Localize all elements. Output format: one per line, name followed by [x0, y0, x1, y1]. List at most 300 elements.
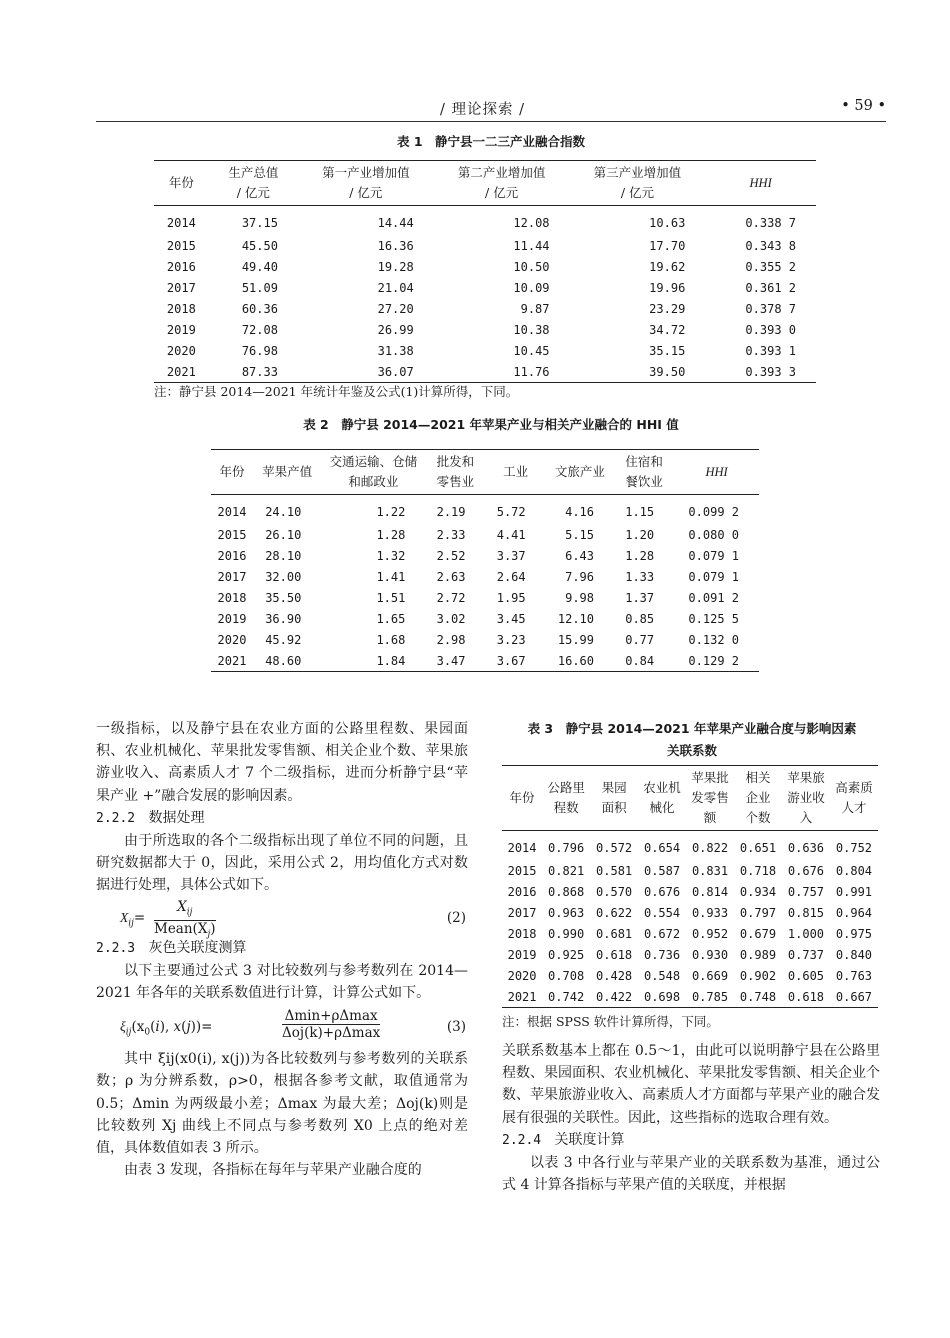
equation-3-fraction: Δmin+ρΔmax Δoj(k)+ρΔmax: [282, 1008, 381, 1042]
table-cell: 0.667: [835, 989, 873, 1004]
table-cell: 0.815: [787, 905, 825, 920]
table-cell: 11.76: [513, 364, 550, 379]
table-cell: 12.10: [557, 611, 594, 626]
table-cell: 4.16: [565, 504, 594, 519]
table-cell: 45.50: [241, 238, 278, 253]
table-cell: 49.40: [241, 259, 278, 274]
table-cell: 32.00: [265, 569, 302, 584]
header-text: 人才: [841, 800, 867, 815]
table-cell: 0.964: [835, 905, 873, 920]
table-row: [211, 495, 759, 525]
table-cell: 1.65: [376, 611, 406, 626]
table-cell: 0.587: [643, 863, 681, 878]
table-cell: 2.72: [436, 590, 466, 605]
paragraph: 以下主要通过公式 3 对比较数列与参考数列在 2014—2021 年各年的关联系数值进行计算，计算公式如下。: [96, 962, 468, 1002]
table-cell: 19.28: [377, 259, 414, 274]
table-cell: 1.95: [496, 590, 526, 605]
table-cell: 0.548: [643, 968, 681, 983]
table1-column-header: [434, 161, 570, 206]
table-cell: 0.681: [596, 926, 633, 941]
table-cell: 0.840: [835, 947, 873, 962]
page-number: • 59 •: [841, 98, 886, 114]
table-cell: 2014: [166, 215, 196, 230]
table-cell: 1.33: [625, 569, 655, 584]
table2-column-header: [425, 450, 485, 495]
table-cell: 2017: [166, 280, 196, 295]
table2-header: [211, 450, 759, 495]
table-cell: 3.47: [436, 653, 466, 668]
table2-column-header: [211, 450, 253, 495]
paragraph: 关联系数基本上都在 0.5～1，由此可以说明静宁县在公路里程数、果园面积、农业机械化、苹果批发零售额、相关企业个数、苹果旅游业收入、高素质人才方面都与苹果产业的融合发展有很强的关联性。因此，这些指标的选取合理有效。: [502, 1043, 880, 1126]
table-cell: 0.129 2: [688, 653, 739, 668]
equation-2-fraction: $X_{ij}$ $Mean(X_j)$: [154, 898, 216, 940]
table-cell: 2015: [166, 238, 196, 253]
table-cell: 3.45: [496, 611, 526, 626]
table-cell: 15.99: [557, 632, 594, 647]
table-cell: 0.989: [739, 947, 777, 962]
table-cell: 0.422: [596, 989, 633, 1004]
table-cell: 16.36: [377, 238, 414, 253]
header-text: 苹果旅: [787, 770, 825, 785]
section-heading-2-2-2: 2.2.2 数据处理: [96, 809, 205, 826]
table-cell: 0.080 0: [688, 527, 739, 542]
table-cell: 2018: [166, 301, 196, 316]
table3-column-header: [782, 766, 830, 831]
table-cell: 2.33: [436, 527, 466, 542]
table-row: [154, 319, 816, 340]
header-text: 程数: [553, 800, 579, 815]
running-header: [96, 98, 886, 120]
table1: [154, 160, 816, 383]
table3-caption-line1: 表 3 静宁县 2014—2021 年苹果产业融合度与影响因素: [527, 721, 857, 736]
table-row: [502, 944, 878, 965]
table-row: [502, 902, 878, 923]
table2-column-header: [546, 450, 614, 495]
section-heading-2-2-4: 2.2.4 关联度计算: [502, 1131, 625, 1148]
header-text: 住宿和: [625, 454, 663, 469]
table-row: [502, 881, 878, 902]
table-row: [502, 860, 878, 881]
table-cell: 0.622: [596, 905, 633, 920]
table-cell: 2018: [217, 590, 247, 605]
table-cell: 2.52: [436, 548, 466, 563]
table-cell: 1.28: [376, 527, 406, 542]
table-cell: 45.92: [265, 632, 302, 647]
table3-body: [502, 831, 878, 1008]
table-cell: 28.10: [265, 548, 302, 563]
table3-column-header: [830, 766, 878, 831]
table3-column-header: [686, 766, 734, 831]
table-cell: 27.20: [377, 301, 414, 316]
table-cell: 0.930: [691, 947, 729, 962]
table-cell: 9.87: [520, 301, 550, 316]
table-cell: 0.796: [548, 840, 585, 855]
header-text: / 亿元: [349, 185, 383, 200]
table1-header: [154, 161, 816, 206]
table-cell: 2016: [217, 548, 247, 563]
table-row: [502, 831, 878, 861]
header-text: HHI: [749, 176, 772, 190]
table-cell: 10.63: [649, 215, 686, 230]
table-cell: 0.079 1: [688, 569, 739, 584]
table-cell: 0.618: [596, 947, 633, 962]
table-cell: 14.44: [377, 215, 414, 230]
table-cell: 1.51: [376, 590, 406, 605]
table-cell: 0.572: [596, 840, 633, 855]
table-cell: 0.338 7: [745, 215, 796, 230]
table3-header: [502, 766, 878, 831]
table-cell: 2020: [166, 343, 196, 358]
table-cell: 0.636: [787, 840, 825, 855]
header-text: 果园: [601, 780, 627, 795]
table1-body: [154, 206, 816, 383]
table-cell: 2017: [507, 905, 537, 920]
header-text: 游业收: [787, 790, 825, 805]
table-cell: 2018: [507, 926, 537, 941]
table-cell: 3.67: [496, 653, 526, 668]
table-cell: 0.84: [625, 653, 655, 668]
table-cell: 5.72: [496, 504, 526, 519]
header-rule: [96, 121, 886, 122]
table3-header-row: [502, 766, 878, 831]
table1-caption: 表 1 静宁县一二三产业融合指数: [396, 134, 586, 149]
table-cell: 0.618: [787, 989, 825, 1004]
table-cell: 2014: [507, 840, 537, 855]
header-text: 文旅产业: [554, 464, 605, 479]
table-cell: 0.654: [643, 840, 681, 855]
table-cell: 0.091 2: [688, 590, 739, 605]
header-text: 和邮政业: [348, 474, 399, 489]
table-cell: 0.132 0: [688, 632, 739, 647]
table-row: [154, 277, 816, 298]
left-column: [96, 718, 468, 1181]
table-cell: 0.742: [548, 989, 585, 1004]
header-text: 额: [703, 810, 717, 825]
table-cell: 0.708: [548, 968, 585, 983]
table-cell: 1.32: [376, 548, 406, 563]
right-column: [502, 1040, 880, 1196]
table-cell: 0.963: [548, 905, 585, 920]
table-cell: 0.676: [787, 863, 825, 878]
table-cell: 0.85: [625, 611, 655, 626]
header-text: 苹果产值: [262, 464, 313, 479]
table-cell: 0.748: [739, 989, 777, 1004]
paragraph: 一级指标，以及静宁县在农业方面的公路里程数、果园面积、农业机械化、苹果批发零售额、相关企业个数、苹果旅游业收入、高素质人才 7 个二级指标，进而分析静宁县“苹果产业 +”融合发展的影响因素。: [96, 721, 468, 804]
table-cell: 26.99: [377, 322, 414, 337]
header-text: 械化: [649, 800, 675, 815]
table-cell: 0.77: [625, 632, 655, 647]
table1-column-header: [570, 161, 706, 206]
table-row: [211, 629, 759, 650]
header-text: 发零售: [691, 790, 729, 805]
table-cell: 0.952: [691, 926, 729, 941]
table-cell: 2.98: [436, 632, 466, 647]
table-cell: 3.23: [496, 632, 526, 647]
table-row: [154, 256, 816, 277]
header-text: 高素质: [835, 780, 873, 795]
header-text: 餐饮业: [625, 474, 663, 489]
header-text: HHI: [705, 465, 728, 479]
table-cell: 0.975: [835, 926, 873, 941]
header-text: 交通运输、仓储: [329, 454, 418, 469]
paragraph: 以表 3 中各行业与苹果产业的关联系数为基准，通过公式 4 计算各指标与苹果产值的关联度，并根据: [502, 1155, 880, 1194]
table-row: [211, 587, 759, 608]
table2-column-header: [321, 450, 425, 495]
table3: [502, 765, 878, 1008]
header-text: 年份: [219, 464, 245, 479]
table-cell: 9.98: [565, 590, 594, 605]
table-cell: 2016: [166, 259, 196, 274]
table-cell: 2021: [166, 364, 196, 379]
table-cell: 39.50: [649, 364, 686, 379]
table-row: [154, 361, 816, 383]
section-title: / 理论探索 /: [440, 102, 525, 118]
table-cell: 2021: [507, 989, 537, 1004]
table2-column-header: [614, 450, 674, 495]
table3-column-header: [638, 766, 686, 831]
paragraph: 由表 3 发现，各指标在每年与苹果产业融合度的: [124, 1162, 422, 1179]
table-cell: 0.752: [835, 840, 873, 855]
table-cell: 1.68: [376, 632, 406, 647]
table-cell: 23.29: [649, 301, 686, 316]
table-cell: 0.737: [787, 947, 825, 962]
table-cell: 2019: [217, 611, 247, 626]
header-text: 年份: [509, 790, 535, 805]
header-text: 零售业: [436, 474, 475, 489]
table-cell: 76.98: [241, 343, 278, 358]
table-cell: 12.08: [513, 215, 550, 230]
table-cell: 2020: [507, 968, 537, 983]
equation-3-number: (3): [446, 1019, 466, 1036]
table-cell: 2.63: [436, 569, 466, 584]
table-row: [154, 235, 816, 256]
table-cell: 0.125 5: [688, 611, 739, 626]
table-cell: 19.96: [649, 280, 686, 295]
table-cell: 0.736: [643, 947, 681, 962]
header-text: 苹果批: [691, 770, 729, 785]
table-cell: 0.679: [739, 926, 777, 941]
table-row: [502, 965, 878, 986]
table-cell: 2015: [217, 527, 247, 542]
table-cell: 1.20: [625, 527, 655, 542]
table-cell: 2021: [217, 653, 247, 668]
table-cell: 1.41: [376, 569, 406, 584]
equation-2: $X_{ij}=$ $X_{ij}$ $Mean(X_j)$ (2): [96, 897, 468, 937]
table1-note: 注：静宁县 2014—2021 年统计年鉴及公式(1)计算所得，下同。: [154, 384, 519, 399]
table-row: [211, 524, 759, 545]
table-cell: 0.554: [643, 905, 681, 920]
table-cell: 0.570: [596, 884, 633, 899]
table-cell: 2019: [507, 947, 537, 962]
table-cell: 0.718: [739, 863, 777, 878]
table2-caption: 表 2 静宁县 2014—2021 年苹果产业与相关产业融合的 HHI 值: [303, 417, 679, 432]
table2: [211, 449, 759, 672]
table-cell: 2015: [507, 863, 537, 878]
header-text: 批发和: [436, 454, 475, 469]
table-cell: 0.925: [548, 947, 585, 962]
header-text: 工业: [503, 464, 529, 479]
table-cell: 2014: [217, 504, 247, 519]
table-cell: 35.15: [649, 343, 686, 358]
table-row: [211, 608, 759, 629]
table3-caption: [502, 719, 882, 759]
table-cell: 5.15: [565, 527, 594, 542]
header-text: 第二产业增加值: [457, 165, 546, 180]
header-text: 公路里: [547, 780, 585, 795]
table-cell: 16.60: [557, 653, 594, 668]
table-cell: 1.37: [625, 590, 655, 605]
table2-column-header: [486, 450, 546, 495]
header-text: 相关: [745, 770, 771, 785]
table-cell: 0.868: [548, 884, 585, 899]
table-cell: 2020: [217, 632, 247, 647]
table-cell: 2.19: [436, 504, 466, 519]
table-cell: 0.343 8: [745, 238, 796, 253]
table-cell: 34.72: [649, 322, 686, 337]
table-cell: 1.84: [376, 653, 406, 668]
table3-column-header: [542, 766, 590, 831]
header-text: / 亿元: [485, 185, 519, 200]
table-cell: 0.581: [596, 863, 633, 878]
table-cell: 0.804: [835, 863, 873, 878]
table-cell: 1.28: [625, 548, 655, 563]
table-cell: 4.41: [496, 527, 526, 542]
table2-column-header: [253, 450, 321, 495]
table-row: [502, 986, 878, 1008]
table-cell: 0.672: [643, 926, 681, 941]
table-cell: 0.814: [691, 884, 729, 899]
table-row: [154, 298, 816, 319]
header-text: / 亿元: [236, 185, 270, 200]
header-text: 第三产业增加值: [593, 165, 682, 180]
table-cell: 24.10: [265, 504, 302, 519]
table-cell: 0.361 2: [745, 280, 796, 295]
equation-3: $\xi_{ij}(x_0(i)$, x(j))= Δmin+ρΔmax Δoj(k)+ρΔmax (3): [120, 1008, 466, 1042]
table3-column-header: [734, 766, 782, 831]
table-cell: 0.821: [548, 863, 585, 878]
table-cell: 0.378 7: [745, 301, 796, 316]
table-cell: 0.698: [643, 989, 681, 1004]
table1-column-header: [298, 161, 434, 206]
table-cell: 0.757: [787, 884, 825, 899]
table-cell: 7.96: [565, 569, 594, 584]
table2-body: [211, 495, 759, 672]
table1-column-header: [209, 161, 298, 206]
table-cell: 0.797: [739, 905, 777, 920]
table-cell: 0.669: [691, 968, 729, 983]
header-text: 面积: [601, 800, 627, 815]
table-row: [211, 650, 759, 672]
table-row: [502, 923, 878, 944]
table3-column-header: [590, 766, 638, 831]
table-cell: 10.09: [513, 280, 550, 295]
table-cell: 1.22: [376, 504, 406, 519]
table-row: [211, 566, 759, 587]
table-cell: 1.15: [625, 504, 655, 519]
table-cell: 72.08: [241, 322, 278, 337]
table-cell: 21.04: [377, 280, 414, 295]
paragraph: 由于所选取的各个二级指标出现了单位不同的问题，且研究数据都大于 0，因此，采用公式 2，用均值化方式对数据进行处理，具体公式如下。: [96, 833, 468, 894]
header-text: / 亿元: [620, 185, 654, 200]
table3-note: 注：根据 SPSS 软件计算所得，下同。: [502, 1014, 719, 1029]
table-cell: 2016: [507, 884, 537, 899]
table-cell: 0.099 2: [688, 504, 739, 519]
table3-column-header: [502, 766, 542, 831]
header-text: 企业: [745, 790, 771, 805]
equation-2-number: (2): [446, 909, 466, 926]
header-text: 第一产业增加值: [322, 165, 410, 180]
table-cell: 19.62: [649, 259, 686, 274]
header-text: 生产总值: [228, 165, 279, 180]
table-cell: 37.15: [241, 215, 278, 230]
table-cell: 0.785: [691, 989, 729, 1004]
table2-column-header: [674, 450, 759, 495]
table1-column-header: [705, 161, 816, 206]
table-cell: 0.831: [691, 863, 729, 878]
table-cell: 0.079 1: [688, 548, 739, 563]
table-cell: 10.45: [513, 343, 550, 358]
table-cell: 60.36: [241, 301, 278, 316]
table-cell: 0.676: [643, 884, 681, 899]
table-cell: 2.64: [496, 569, 526, 584]
table-cell: 48.60: [265, 653, 302, 668]
header-text: 年份: [168, 175, 194, 190]
table1-header-row: [154, 161, 816, 206]
table-cell: 51.09: [241, 280, 278, 295]
section-heading-2-2-3: 2.2.3 灰色关联度测算: [96, 939, 247, 956]
table2-header-row: [211, 450, 759, 495]
table-cell: 35.50: [265, 590, 302, 605]
table-cell: 0.934: [739, 884, 777, 899]
table-row: [154, 206, 816, 236]
table-cell: 0.355 2: [745, 259, 796, 274]
table-cell: 1.000: [787, 926, 825, 941]
table-cell: 0.822: [691, 840, 729, 855]
table-cell: 0.651: [739, 840, 777, 855]
table-cell: 2019: [166, 322, 196, 337]
header-text: 入: [799, 810, 813, 825]
table-cell: 0.933: [691, 905, 729, 920]
header-text: 个数: [745, 810, 771, 825]
table-cell: 0.428: [596, 968, 633, 983]
table-row: [154, 340, 816, 361]
table-cell: 10.50: [513, 259, 550, 274]
table-cell: 0.763: [835, 968, 873, 983]
table-row: [211, 545, 759, 566]
table-cell: 0.393 1: [745, 343, 796, 358]
table1-column-header: [154, 161, 209, 206]
table-cell: 0.605: [787, 968, 825, 983]
table-cell: 17.70: [649, 238, 686, 253]
table-cell: 0.991: [835, 884, 873, 899]
table-cell: 6.43: [565, 548, 594, 563]
table-cell: 0.902: [739, 968, 777, 983]
table-cell: 2017: [217, 569, 247, 584]
table-cell: 31.38: [377, 343, 414, 358]
table-cell: 87.33: [241, 364, 278, 379]
table-cell: 0.393 3: [745, 364, 796, 379]
table-cell: 0.393 0: [745, 322, 796, 337]
header-text: 农业机: [643, 780, 681, 795]
table-cell: 36.90: [265, 611, 302, 626]
paragraph: 其中 ξij(x0(i), x(j))为各比较数列与参考数列的关联系数；ρ 为分辨系数，ρ>0，根据各参考文献，取值通常为 0.5；Δmin 为两级最小差；Δmax 为最大差；Δoj(k)则是比较数列 Xj 曲线上不同点与参考数列 X0 上点的绝对差值，具体数值如表 3 所示。: [96, 1051, 468, 1157]
table-cell: 26.10: [265, 527, 302, 542]
table-cell: 0.990: [548, 926, 585, 941]
table-cell: 10.38: [513, 322, 550, 337]
table-cell: 36.07: [377, 364, 414, 379]
table3-caption-line2: 关联系数: [666, 743, 717, 758]
table-cell: 3.02: [436, 611, 466, 626]
